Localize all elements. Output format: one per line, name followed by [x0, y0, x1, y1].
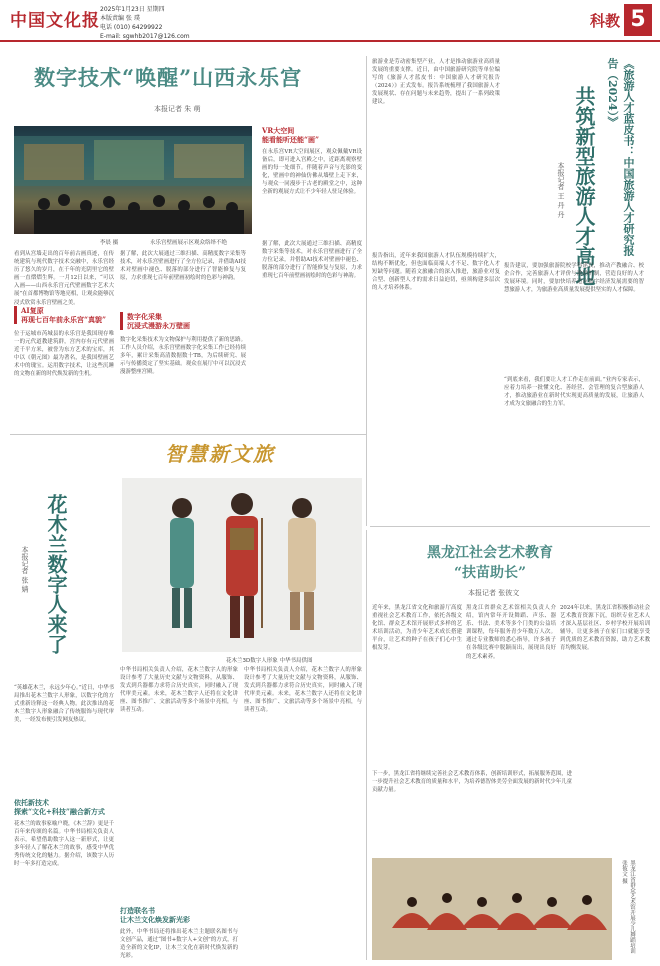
article4-byline: 本报记者 张彼文	[468, 589, 520, 597]
article1-text-e: 数字化采集技术为文物保护与利用提供了新的思路。工作人员介绍，永乐宫壁画数字化采集工作已经持续多年，累计采集高清数据数十TB，为后续研究、展示与传播奠定了坚实基础。观众在展厅中可以沉浸式漫游整座宫殿。	[120, 337, 246, 376]
page-editor: 本版责编 张 璞	[100, 15, 140, 22]
hua-mulan-digital-human-photo	[122, 478, 362, 652]
article4-photo-caption: 黑龙江省群众艺术馆开展少儿舞蹈培训 张彼文 摄	[621, 860, 635, 954]
article1-photo-caption: 永乐宫壁画展示区观众络绎不绝	[150, 240, 228, 246]
article1-text-a: 看到从宫墙走出的百年前古画真迹，在传统建筑与现代数字技术交融中，永乐宫经历了悠久的岁月，在千年的光阴里它的壁画一直熠熠生辉。一月12日以来，“可以入画——山西永乐宫元代壁画数字艺术大展”在首都博物馆等地亮相，让观众能够沉浸式欣赏永乐宫壁画之美。	[14, 251, 114, 306]
column-divider	[366, 56, 367, 526]
masthead	[0, 0, 660, 42]
article3-byline: 本报记者 王 丹 丹	[557, 162, 565, 218]
article1-photo-credit: 李晨 摄	[100, 240, 119, 246]
smart-culture-tourism-banner: 智慧新文旅	[165, 442, 275, 466]
article2-photo-caption: 花木兰3D数字人形象 中华书局供图	[226, 658, 313, 664]
exhibition-photo-illustration	[14, 126, 252, 234]
children-dance-photo	[372, 858, 612, 960]
figure-center	[226, 493, 262, 638]
article4-text-d: 下一步，黑龙江省将继续完善社会艺术教育体系，创新培训形式，拓展服务范围，进一步提升社会艺术教育的质量和水平，为培养德智体美劳全面发展的新时代少年儿童贡献力量。	[372, 771, 572, 794]
article4-text-c: 2024年以来，黑龙江省积极推动社会艺术教育资源下沉，组织专业艺术人才深入基层社区、乡村学校开展培训辅导，让更多孩子在家门口就能享受到优质的艺术教育资源，助力艺术教育均衡发展。	[560, 605, 650, 652]
article3-text-b: 报告指出，近年来我国旅游人才队伍规模持续扩大，结构不断优化，但也面临高端人才不足、数字化人才短缺等问题。随着文旅融合的深入推进，旅游业对复合型、创新型人才的需求日益迫切，亟须构建多层次的人才培养体系。	[372, 253, 500, 292]
section-name: 科教	[589, 12, 620, 30]
article1-text-b: 位于运城市芮城县的永乐宫是我国现存唯一的元代道教建筑群，宫内存有元代壁画近千平方米，被誉为东方艺术的宝库，其中以《朝元图》最为著名，是我国壁画艺术中的瑰宝。运用数字技术，让这些沉睡的文物在新的时代焕发新的生机。	[14, 331, 114, 378]
figure-left	[170, 498, 194, 628]
article1-text-c: 在永乐宫VR大空间展区，观众佩戴VR设备后，即可进入宫殿之中，近距离观察壁画的每一处细节。伴随着声音与光影的变化，壁画中的神仙仿佛从墙壁上走下来，与观众一同漫步于古老的殿堂之中，这种全新的观展方式让不少年轻人驻足体验。	[262, 149, 362, 196]
newspaper-logo: 中国文化报	[10, 11, 100, 31]
article1-text-d-cont: 据了解，此次大展通过三维扫描、高精度数字采集等技术，对永乐宫壁画进行了全方位记录，并借助AI技术对壁画中褪色、脱落的部分进行了智能修复与复原，力求重现七百年前壁画初绘时的色彩与神韵。	[262, 241, 362, 280]
article2-text-b: 花木兰的故事家喻户晓，《木兰辞》更是千百年来传颂的名篇。中华书局相关负责人表示，希望借助数字人这一新形式，让更多年轻人了解花木兰的故事，感受中华优秀传统文化的魅力。据介绍，该数字人历时一年多打造完成。	[14, 821, 114, 868]
article2-byline: 本报记者 张 婧	[21, 546, 29, 593]
article2-text-c: 中华书局相关负责人介绍，花木兰数字人的形象设计参考了大量历史文献与文物资料，从服饰、发式到兵器都力求符合历史真实，同时融入了现代审美元素。未来，花木兰数字人还将在文化讲座、图书推广、文旅活动等多个场景中亮相，与读者互动。	[120, 667, 238, 714]
yongle-palace-exhibition-photo	[14, 126, 252, 234]
article1-byline: 本报记者 朱 萌	[154, 105, 201, 113]
article3-headline: 共筑新型旅游人才高地	[572, 86, 596, 286]
masthead-meta	[100, 5, 190, 41]
article2-title: 花木兰数字人来了	[44, 494, 68, 654]
article2-subhead-tech: 依托新技术 探索“文化+科技”融合新方式	[14, 798, 105, 816]
article3-text-c: 报告建议，要加强旅游院校学科建设，推动产教融合、校企合作，完善旅游人才评价与激励机制，营造良好的人才发展环境。同时，要加快培养适应数字经济发展需要的智慧旅游人才，为旅游业高质量发展提供坚实的人才保障。	[504, 263, 644, 294]
article2-text-d: 此外，中华书局还将推出花木兰主题联名图书与文创产品，通过“图书+数字人+文创”的方式，打造全新的文化IP，让木兰文化在新时代焕发新的光彩。	[120, 929, 238, 960]
article2-text-a: “英雄花木兰，永远少年心。”近日，中华书局推出花木兰数字人形象，以数字化的方式重新诠释这一经典人物。此次推出的花木兰数字人形象融合了传统服饰与现代审美，一经发布便引发网友热议。	[14, 685, 114, 724]
contact-email: E-mail: sgwhb2017@126.com	[100, 33, 190, 40]
article1-title: 数字技术“唤醒”山西永乐宫	[34, 65, 303, 90]
article3-title: 《旅游人才蓝皮书：中国旅游人才研究报告（2024）》	[606, 58, 635, 256]
column-divider-lower	[366, 530, 367, 960]
section-divider-right	[370, 526, 650, 527]
page-number: 5	[624, 4, 652, 36]
article4-text-b: 黑龙江省群众艺术馆相关负责人介绍，馆内常年开设舞蹈、声乐、器乐、书法、美术等多个门类的公益培训课程，每年服务青少年数万人次。通过专业教师的悉心指导，许多孩子在各级比赛中脱颖而出，展现出良好的艺术素养。	[466, 605, 556, 660]
article2-text-c-cont: 中华书局相关负责人介绍，花木兰数字人的形象设计参考了大量历史文献与文物资料，从服饰、发式到兵器都力求符合历史真实，同时融入了现代审美元素。未来，花木兰数字人还将在文化讲座、图书推广、文旅活动等多个场景中亮相，与读者互动。	[244, 667, 362, 714]
article2-subhead-book: 打造联名书 让木兰文化焕发新光彩	[120, 906, 190, 924]
article1-subhead-ai: AI复原 再现七百年前永乐宫“真貌”	[14, 306, 114, 324]
article1-subhead-digital: 数字化采集 沉浸式漫游永万壁画	[120, 312, 246, 330]
issue-date: 2025年1月23日 星期四	[100, 6, 165, 13]
article1-subhead-vr: VR大空间 能看能听还能“画”	[262, 126, 320, 144]
dance-photo-illustration	[372, 858, 612, 960]
figure-right	[288, 498, 316, 630]
article4-title: 黑龙江社会艺术教育 “扶苗助长”	[427, 545, 553, 581]
article3-text-a: 旅游业是劳动密集型产业，人才是推动旅游业高质量发展的重要支撑。近日，由中国旅游研究院等单位编写的《旅游人才蓝皮书：中国旅游人才研究报告（2024）》正式发布。报告系统梳理了我国旅游人才发展现状、存在问题与未来趋势，提出了一系列政策建议。	[372, 59, 500, 106]
article4-text-a: 近年来，黑龙江省文化和旅游厅高度重视社会艺术教育工作，依托各级文化馆、群众艺术馆开展形式多样的艺术培训活动，为青少年艺术成长搭建平台，让艺术的种子在孩子们心中生根发芽。	[372, 605, 462, 652]
digital-human-illustration	[122, 478, 362, 652]
section-divider	[10, 434, 366, 435]
article3-text-d: “到底来看，我们要让人才工作走在前面。”业内专家表示，应着力培养一批懂文化、善经营、会管理的复合型旅游人才，推动旅游业在新时代实现更高质量的发展，让旅游人才成为文旅融合的生力军。	[504, 377, 644, 408]
contact-phone: 电话 (010) 64299922	[100, 24, 163, 31]
article1-text-d: 据了解，此次大展通过三维扫描、高精度数字采集等技术，对永乐宫壁画进行了全方位记录，并借助AI技术对壁画中褪色、脱落的部分进行了智能修复与复原，力求重现七百年前壁画初绘时的色彩与神韵。	[120, 251, 246, 282]
